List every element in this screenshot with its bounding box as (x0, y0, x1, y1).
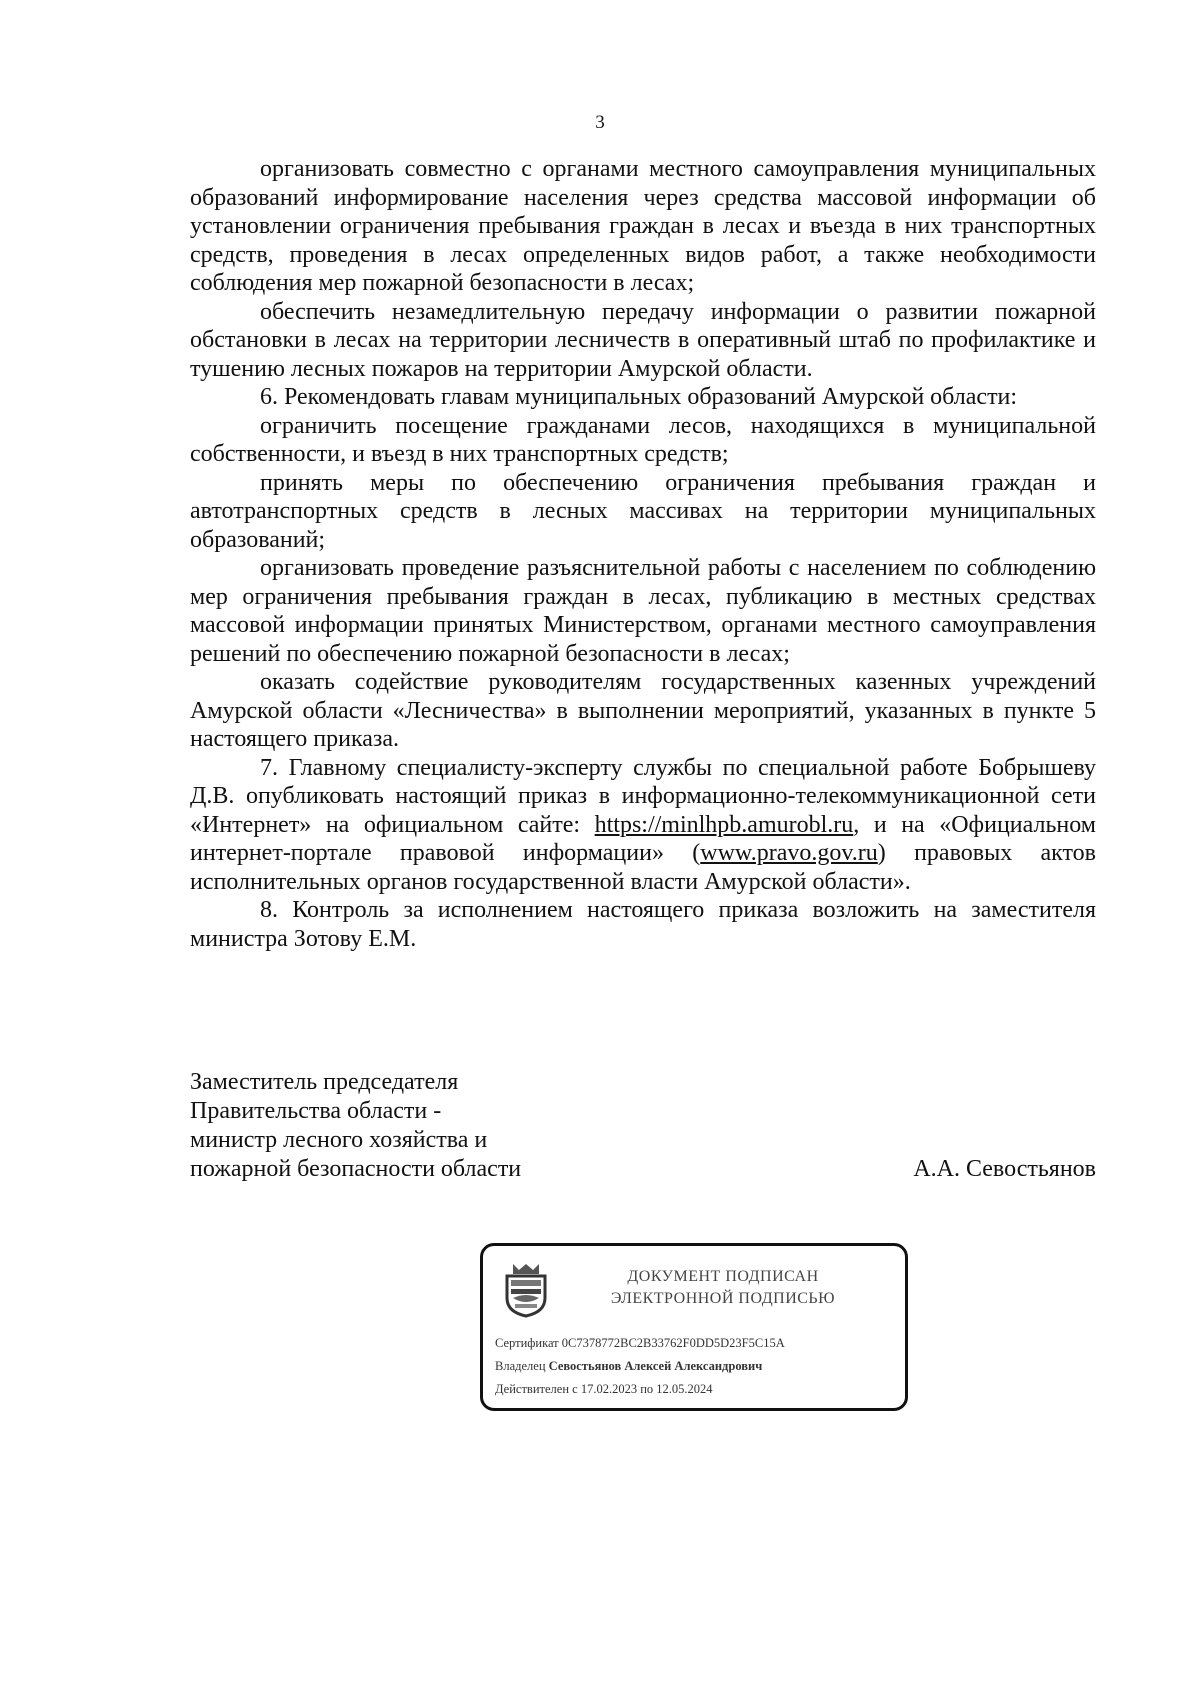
paragraph-assist-forestries: оказать содействие руководителям государственных казенных учреждений Амурской области «Лесничества» в выполнении мероприятий, указанных в пункте 5 настоящего приказа. (190, 669, 1096, 752)
valid-from-date: 17.02.2023 (580, 1382, 638, 1396)
certificate-value: 0C7378772BC2B33762F0DD5D23F5C15A (561, 1336, 785, 1350)
electronic-signature-stamp (480, 1243, 908, 1411)
paragraph-restrict-visits: ограничить посещение гражданами лесов, находящихся в муниципальной собственности, и въезд в них транспортных средств; (190, 412, 1096, 467)
item-7-text-part3: ) правовых актов исполнительных органов государственной власти Амурской области». (190, 840, 1096, 895)
stamp-heading (563, 1266, 883, 1310)
paragraph-item-8: 8. Контроль за исполнением настоящего приказа возложить на заместителя министра Зотову Е.М. (190, 897, 1096, 952)
signer-title-line: пожарной безопасности области (190, 1156, 522, 1182)
paragraph-explanatory-work: организовать проведение разъяснительной работы с населением по соблюдению мер ограничения пребывания граждан в лесах, публикацию в местных средствах массовой информации принятых Министерством, органами местного самоуправления решений по обеспечению пожарной безопасности в лесах; (190, 555, 1096, 667)
stamp-heading-line: ЭЛЕКТРОННОЙ ПОДПИСЬЮ (610, 1290, 836, 1307)
owner-value: Севостьянов Алексей Александрович (548, 1359, 763, 1373)
stamp-details (495, 1332, 895, 1401)
signer-name: А.А. Севостьянов (913, 1156, 1096, 1182)
valid-from-prefix: с (572, 1382, 578, 1396)
signer-title-line: Правительства области - (190, 1098, 442, 1124)
owner-label: Владелец (495, 1359, 546, 1373)
paragraph-item-7 (190, 754, 1096, 897)
signature-block (190, 1068, 1096, 1184)
coat-of-arms-icon (503, 1262, 549, 1318)
order-text (190, 155, 1096, 953)
paragraph-fire-info-transfer: обеспечить незамедлительную передачу информации о развитии пожарной обстановки в лесах на территории лесничеств в оперативный штаб по профилактике и тушению лесных пожаров на территории Амурской области. (190, 298, 1096, 382)
paragraph-item-6: 6. Рекомендовать главам муниципальных образований Амурской области: (260, 384, 1018, 410)
signer-title-line: министр лесного хозяйства и (190, 1127, 488, 1153)
item-7-text-part2: , и на «Официальном интернет-портале правовой информации» ( (190, 811, 1096, 866)
signer-title-line: Заместитель председателя (190, 1069, 459, 1095)
page-number: 3 (595, 112, 605, 133)
valid-to-prefix: по (640, 1382, 654, 1396)
item-7-text-part1: 7. Главному специалисту-эксперту службы по специальной работе Бобрышеву Д.В. опубликовать настоящий приказ в информационно-телекоммуникационной сети «Интернет» на официальном сайте: (190, 754, 1096, 838)
pravo-portal-link[interactable]: www.pravo.gov.ru (700, 840, 878, 866)
certificate-label: Сертификат (495, 1336, 559, 1350)
paragraph-restrict-vehicles: принять меры по обеспечению ограничения пребывания граждан и автотранспортных средств в лесных массивах на территории муниципальных образований; (190, 469, 1096, 553)
ministry-site-link[interactable]: https://minlhpb.amurobl.ru (594, 811, 854, 838)
stamp-heading-line: ДОКУМЕНТ ПОДПИСАН (627, 1268, 819, 1285)
paragraph-inform-population: организовать совместно с органами местного самоуправления муниципальных образований информирование населения через средства массовой информации об установлении ограничения пребывания граждан в лесах и въезда в них транспортных средств, проведения в лесах определенных видов работ, а также необходимости соблюдения мер пожарной безопасности в лесах; (190, 156, 1096, 296)
validity-label: Действителен (495, 1382, 570, 1396)
stamp-owner-row (495, 1355, 895, 1378)
valid-to-date: 12.05.2024 (656, 1382, 713, 1396)
stamp-certificate-row (495, 1332, 895, 1355)
stamp-validity-row (495, 1378, 895, 1401)
